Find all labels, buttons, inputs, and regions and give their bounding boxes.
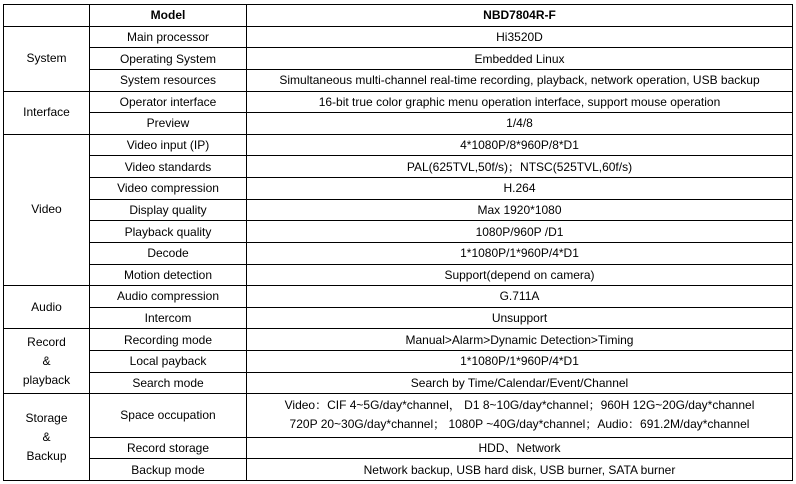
spec-row-motion-detection xyxy=(4,264,793,286)
category-line: Interface xyxy=(23,105,70,120)
spec-value: 1/4/8 xyxy=(247,113,793,135)
spec-label: Operating System xyxy=(90,48,247,70)
spec-value-line: Video：CIF 4~5G/day*channel， D1 8~10G/day*channel；960H 12G~20G/day*channel xyxy=(284,398,755,413)
spec-table-body xyxy=(4,5,793,481)
category-line: Storage xyxy=(25,410,68,425)
spec-row-playback-quality xyxy=(4,221,793,243)
spec-value: 1*1080P/1*960P/4*D1 xyxy=(247,242,793,264)
model-label: Model xyxy=(90,5,247,27)
spec-label: Motion detection xyxy=(90,264,247,286)
spec-row-decode xyxy=(4,242,793,264)
spec-row-local-payback xyxy=(4,351,793,373)
spec-label: Recording mode xyxy=(90,329,247,351)
spec-label: Display quality xyxy=(90,199,247,221)
spec-value: 1*1080P/1*960P/4*D1 xyxy=(247,351,793,373)
spec-value: 4*1080P/8*960P/8*D1 xyxy=(247,134,793,156)
spec-value: Simultaneous multi-channel real-time recording, playback, network operation, USB backup xyxy=(247,69,793,91)
spec-value: Unsupport xyxy=(247,307,793,329)
category-storage-backup xyxy=(4,394,90,481)
spec-value: 1080P/960P /D1 xyxy=(247,221,793,243)
spec-label: Preview xyxy=(90,113,247,135)
spec-label: Backup mode xyxy=(90,459,247,481)
category-line: playback xyxy=(22,372,71,387)
category-line: Backup xyxy=(26,448,67,463)
spec-value: Network backup, USB hard disk, USB burner, SATA burner xyxy=(247,459,793,481)
spec-value: Embedded Linux xyxy=(247,48,793,70)
spec-row-video-input-ip xyxy=(4,134,793,156)
spec-value: H.264 xyxy=(247,178,793,200)
spec-value: Hi3520D xyxy=(247,26,793,48)
spec-row-audio-compression xyxy=(4,286,793,308)
spec-table xyxy=(3,4,793,481)
spec-label: Space occupation xyxy=(90,394,247,437)
category-line: & xyxy=(42,353,51,368)
spec-row-preview xyxy=(4,113,793,135)
spec-label: Audio compression xyxy=(90,286,247,308)
spec-row-intercom xyxy=(4,307,793,329)
spec-label: Video input (IP) xyxy=(90,134,247,156)
category-line: Video xyxy=(31,202,62,217)
spec-value: 16-bit true color graphic menu operation interface, support mouse operation xyxy=(247,91,793,113)
spec-value xyxy=(247,394,793,437)
spec-label: Operator interface xyxy=(90,91,247,113)
spec-label: Intercom xyxy=(90,307,247,329)
spec-label: Record storage xyxy=(90,437,247,459)
spec-value: Search by Time/Calendar/Event/Channel xyxy=(247,372,793,394)
spec-value: Support(depend on camera) xyxy=(247,264,793,286)
header-row xyxy=(4,5,793,27)
category-line: Audio xyxy=(31,299,62,314)
spec-row-video-compression xyxy=(4,178,793,200)
spec-label: Playback quality xyxy=(90,221,247,243)
spec-row-operating-system xyxy=(4,48,793,70)
category-video xyxy=(4,134,90,285)
spec-label: Decode xyxy=(90,242,247,264)
category-record-playback xyxy=(4,329,90,394)
spec-row-space-occupation xyxy=(4,394,793,437)
spec-row-record-storage xyxy=(4,437,793,459)
spec-row-backup-mode xyxy=(4,459,793,481)
spec-row-video-standards xyxy=(4,156,793,178)
spec-label: Search mode xyxy=(90,372,247,394)
spec-row-display-quality xyxy=(4,199,793,221)
category-audio xyxy=(4,286,90,329)
model-name: NBD7804R-F xyxy=(247,5,793,27)
spec-row-system-resources xyxy=(4,69,793,91)
spec-label: Main processor xyxy=(90,26,247,48)
category-interface xyxy=(4,91,90,134)
spec-value-line: 720P 20~30G/day*channel； 1080P ~40G/day*channel；Audio：691.2M/day*channel xyxy=(289,417,750,432)
category-line: & xyxy=(42,429,51,444)
spec-value: HDD、Network xyxy=(247,437,793,459)
category-system xyxy=(4,26,90,91)
header-empty-cell xyxy=(4,5,90,27)
spec-value: G.711A xyxy=(247,286,793,308)
spec-value: PAL(625TVL,50f/s)；NTSC(525TVL,60f/s) xyxy=(247,156,793,178)
spec-label: Local payback xyxy=(90,351,247,373)
spec-value: Manual>Alarm>Dynamic Detection>Timing xyxy=(247,329,793,351)
spec-row-main-processor xyxy=(4,26,793,48)
spec-label: Video standards xyxy=(90,156,247,178)
spec-row-recording-mode xyxy=(4,329,793,351)
spec-row-operator-interface xyxy=(4,91,793,113)
spec-label: System resources xyxy=(90,69,247,91)
spec-label: Video compression xyxy=(90,178,247,200)
category-line: Record xyxy=(27,334,66,349)
spec-value: Max 1920*1080 xyxy=(247,199,793,221)
spec-row-search-mode xyxy=(4,372,793,394)
category-line: System xyxy=(26,51,67,66)
